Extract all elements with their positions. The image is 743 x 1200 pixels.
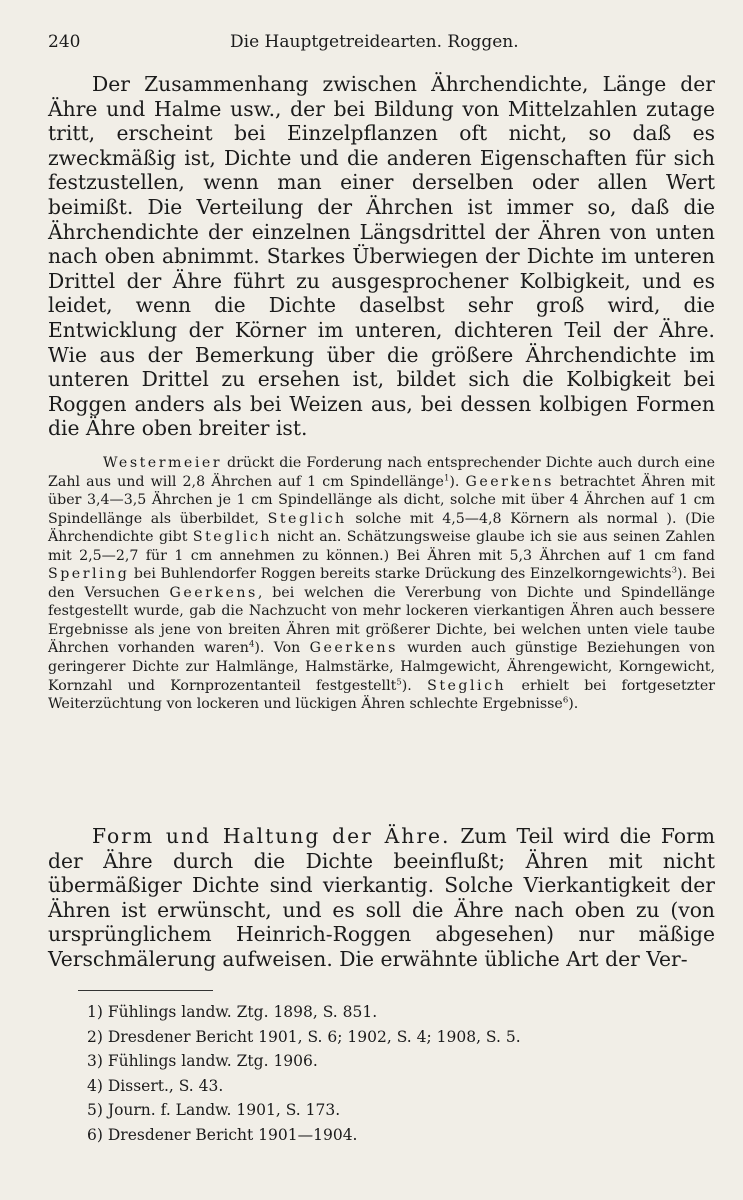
section-paragraph xyxy=(48,824,715,972)
running-head: Die Hauptgetreidearten. Roggen. xyxy=(230,32,519,52)
footnote xyxy=(87,1098,687,1123)
footnote-text: Fühlings landw. Ztg. 1898, S. 851. xyxy=(107,1003,378,1021)
footnote-mark: 1) xyxy=(87,1003,103,1021)
text-run: drückt die Forderung nach entsprechender Dichte auch durch eine Zahl aus und will 2,8 Ährchen auf 1 cm Spindellänge xyxy=(48,455,715,490)
small-print-note xyxy=(48,454,715,714)
text-run: ). xyxy=(568,696,579,713)
author-name: Geerkens xyxy=(309,640,398,657)
author-name: Westermeier xyxy=(103,455,223,471)
text-run: betrachtet Ähren mit über 3,4—3,5 Ährchen je 1 cm Spindellänge als dicht, solche mit über 4 Ährchen auf 1 cm Spindellänge als überbildet, xyxy=(48,473,715,527)
author-name: Geerkens xyxy=(169,584,258,601)
main-text xyxy=(48,72,715,441)
footnote-text: Dissert., S. 43. xyxy=(107,1076,224,1095)
footnote-text: Dresdener Bericht 1901—1904. xyxy=(107,1125,358,1144)
text-run: nicht an. Schätzungsweise glaube ich sie aus seinen Zahlen mit 2,5—2,7 für 1 cm annehmen zu können.) Bei Ähren mit 5,3 Ährchen auf 1 cm fand xyxy=(48,529,715,564)
footnotes xyxy=(87,1000,687,1147)
footnote xyxy=(87,1000,687,1025)
footnote xyxy=(87,1074,687,1099)
footnote-ref: 6 xyxy=(562,695,569,706)
text-run: solche mit 4,5—4,8 Körnern als normal ). (Die Ährchendichte gibt xyxy=(48,510,715,546)
author-name: Steglich xyxy=(427,677,507,694)
page-number: 240 xyxy=(48,32,81,52)
footnote xyxy=(87,1049,687,1074)
text-run: ). xyxy=(401,677,428,694)
footnote-mark: 2) xyxy=(87,1027,103,1046)
footnote-ref: 5 xyxy=(396,676,402,687)
text-run: ). xyxy=(449,473,466,490)
text-run: ). Von xyxy=(254,640,310,657)
footnote-rule xyxy=(78,990,213,991)
footnote-text: Journ. f. Landw. 1901, S. 173. xyxy=(107,1101,341,1119)
text-run: bei Buhlendorfer Roggen bereits starke Drückung des Einzelkorngewichts xyxy=(129,566,672,583)
footnote-ref: 3 xyxy=(671,565,677,576)
footnote xyxy=(87,1123,687,1148)
footnote-mark: 6) xyxy=(87,1125,103,1144)
small-paragraph xyxy=(48,454,715,714)
footnote xyxy=(87,1025,687,1050)
footnote-text: Fühlings landw. Ztg. 1906. xyxy=(107,1052,318,1070)
footnote-mark: 3) xyxy=(87,1052,103,1070)
author-name: Steglich xyxy=(192,529,272,546)
text-run: ). Bei den Versuchen xyxy=(48,566,715,601)
footnote-ref: 4 xyxy=(248,639,255,650)
section-heading: Form und Haltung der Ähre. xyxy=(92,824,451,848)
text-run: wurden auch günstige Beziehungen von geringerer Dichte zur Halmlänge, Halmstärke, Halmgewicht, Ährengewicht, Korngewicht, Kornzahl und Kornprozentanteil festgestellt xyxy=(48,640,715,694)
footnote-text: Dresdener Bericht 1901, S. 6; 1902, S. 4; 1908, S. 5. xyxy=(107,1027,521,1046)
text-run: erhielt bei fortgesetzter Weiterzüchtung von lockeren und lückigen Ähren schlechte Ergebnisse xyxy=(48,677,715,713)
author-name: Steglich xyxy=(267,510,347,527)
footnote-mark: 5) xyxy=(87,1101,103,1119)
footnote-ref: 1 xyxy=(443,472,450,483)
footnote-mark: 4) xyxy=(87,1076,103,1095)
author-name: Geerkens xyxy=(465,473,554,490)
body-paragraph: Der Zusammenhang zwischen Ährchendichte, Länge der Ähre und Halme usw., der bei Bildung von Mittelzahlen zutage tritt, erscheint bei Einzelpflanzen oft nicht, so daß es zweckmäßig ist, Dichte und die anderen Eigenschaften für sich festzustellen, wenn man einer derselben oder allen Wert beimißt. Die Verteilung der Ährchen ist immer so, daß die Ährchendichte der einzelnen Längsdrittel der Ähren von unten nach oben abnimmt. Starkes Überwiegen der Dichte im unteren Drittel der Ähre führt zu ausgesprochener Kolbigkeit, und es leidet, wenn die Dichte daselbst sehr groß wird, die Entwicklung der Körner im unteren, dichteren Teil der Ähre. Wie aus der Bemerkung über die größere Ährchendichte im unteren Drittel zu ersehen ist, bildet sich die Kolbigkeit bei Roggen anders als bei Weizen aus, bei dessen kolbigen Formen die Ähre oben breiter ist. xyxy=(48,72,715,441)
section-text: Zum Teil wird die Form der Ähre durch die Dichte beeinflußt; Ähren mit nicht übermäßiger Dichte sind vierkantig. Solche Vierkantigkeit der Ähren ist erwünscht, und es soll die Ähre nach oben zu (von ursprünglichem Heinrich-Roggen abgesehen) nur mäßige Verschmälerung aufweisen. Die erwähnte übliche Art der Ver- xyxy=(48,824,715,971)
text-run: , bei welchen die Vererbung von Dichte und Spindellänge festgestellt wurde, gab die Nachzucht von mehr lockeren vierkantigen Ähren auch bessere Ergebnisse als jene von breiten Ähren mit größerer Dichte, bei welchen unten viele taube Ährchen vorhanden waren xyxy=(48,584,715,657)
author-name: Sperling xyxy=(48,566,130,583)
section-form-haltung xyxy=(48,824,715,972)
page-header xyxy=(48,32,648,58)
